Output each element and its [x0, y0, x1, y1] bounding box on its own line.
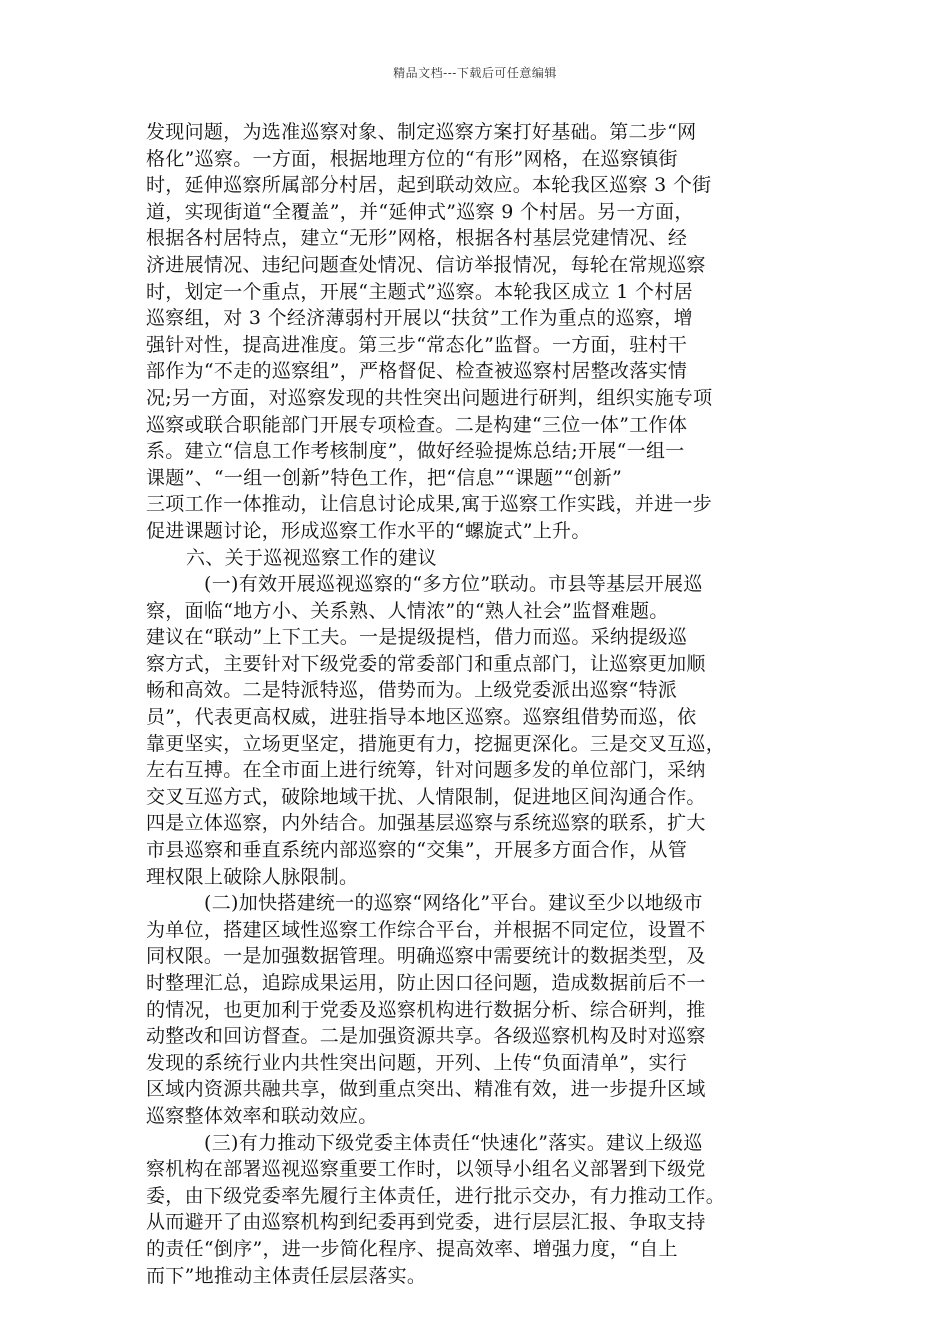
- section-heading-text: 六、关于巡视巡察工作的建议: [186, 546, 437, 569]
- text-line: 课题”、“一组一创新”特色工作，把“信息”“课题”“创新”: [146, 466, 623, 489]
- text-line: (二)加快搭建统一的巡察“网络化”平台。建议至少以地级市: [204, 892, 703, 915]
- text-line: 发现问题，为选准巡察对象、制定巡察方案打好基础。第二步“网: [146, 121, 697, 143]
- text-line: 强针对性，提高进准度。第三步“常态化”监督。一方面，驻村干: [146, 333, 688, 356]
- paragraph-recommendation-1: [146, 571, 810, 890]
- text-line: 交叉互巡方式，破除地域干扰、人情限制，促进地区间沟通合作。: [146, 785, 706, 808]
- text-line: 区域内资源共融共享，做到重点突出、精准有效，进一步提升区域: [146, 1078, 706, 1101]
- text-line: 为单位，搭建区域性巡察工作综合平台，并根据不同定位，设置不: [146, 918, 706, 941]
- text-line: 系。建立“信息工作考核制度”，做好经验提炼总结;开展“一组一: [146, 440, 685, 463]
- text-line: 三项工作一体推动，让信息讨论成果,寓于巡察工作实践，并进一步: [146, 493, 713, 516]
- text-line: 格化”巡察。一方面，根据地理方位的“有形”网格，在巡察镇街: [146, 147, 678, 170]
- paragraph-recommendation-3: [146, 1130, 810, 1290]
- text-line: 的责任“倒序”，进一步简化程序、提高效率、增强力度，“自上: [146, 1237, 678, 1260]
- text-line: 市县巡察和垂直系统内部巡察的“交集”，开展多方面合作，从管: [146, 839, 688, 862]
- text-line: 动整改和回访督查。二是加强资源共享。各级巡察机构及时对巡察: [146, 1025, 706, 1048]
- text-line: 从而避开了由巡察机构到纪委再到党委，进行层层汇报、争取支持: [146, 1211, 706, 1234]
- text-line: 部作为“不走的巡察组”，严格督促、检查被巡察村居整改落实情: [146, 360, 688, 383]
- text-line: 察方式，主要针对下级党委的常委部门和重点部门，让巡察更加顺: [146, 652, 706, 675]
- text-line: 左右互搏。在全市面上进行统筹，针对问题多发的单位部门，采纳: [146, 759, 706, 782]
- text-line: 察，面临“地方小、关系熟、人情浓”的“熟人社会”监督难题。: [146, 599, 669, 622]
- page-header: 精品文档---下载后可任意编辑: [393, 66, 557, 80]
- text-line: 巡察组，对 3 个经济薄弱村开展以“扶贫”工作为重点的巡察，增: [146, 307, 693, 330]
- text-line: 时整理汇总，追踪成果运用，防止因口径问题，造成数据前后不一: [146, 972, 706, 994]
- text-line: 理权限上破除人脉限制。: [146, 865, 359, 888]
- text-line: 发现的系统行业内共性突出问题，开列、上传“负面清单”，实行: [146, 1051, 688, 1074]
- paragraph-recommendation-2: [146, 890, 810, 1129]
- paragraph-continuation: [146, 119, 810, 545]
- section-heading: [146, 545, 810, 572]
- text-line: 时，划定一个重点，开展“主题式”巡察。本轮我区成立 1 个村居: [146, 280, 693, 303]
- document-body: [146, 119, 810, 1289]
- text-line: 巡察或联合职能部门开展专项检查。二是构建“三位一体”工作体: [146, 413, 688, 436]
- text-line: 建议在“联动”上下工夫。一是提级提档，借力而巡。采纳提级巡: [146, 626, 688, 649]
- text-line: 巡察整体效率和联动效应。: [146, 1104, 378, 1127]
- text-line: 促进课题讨论，形成巡察工作水平的“螺旋式”上升。: [146, 519, 591, 542]
- text-line: 况;另一方面，对巡察发现的共性突出问题进行研判，组织实施专项: [146, 386, 713, 409]
- text-line: 时，延伸巡察所属部分村居，起到联动效应。本轮我区巡察 3 个街: [146, 174, 712, 197]
- text-line: 畅和高效。二是特派特巡，借势而为。上级党委派出巡察“特派: [146, 679, 678, 702]
- text-line: 员”，代表更高权威，进驻指导本地区巡察。巡察组借势而巡，依: [146, 706, 697, 729]
- text-line: 靠更坚实，立场更坚定，措施更有力，挖掘更深化。三是交叉互巡，: [146, 732, 726, 755]
- text-line: 四是立体巡察，内外结合。加强基层巡察与系统巡察的联系，扩大: [146, 812, 706, 835]
- text-line: 根据各村居特点，建立“无形”网格，根据各村基层党建情况、经: [146, 227, 688, 250]
- text-line: 的情况，也更加利于党委及巡察机构进行数据分析、综合研判，推: [146, 998, 706, 1021]
- text-line: 而下”地推动主体责任层层落实。: [146, 1264, 427, 1287]
- text-line: 济进展情况、违纪问题查处情况、信访举报情况，每轮在常规巡察: [146, 253, 706, 276]
- text-line: 察机构在部署巡视巡察重要工作时，以领导小组名义部署到下级党: [146, 1158, 706, 1181]
- text-line: (三)有力推动下级党委主体责任“快速化”落实。建议上级巡: [204, 1131, 703, 1154]
- text-line: 道，实现街道“全覆盖”，并“延伸式”巡察 9 个村居。另一方面，: [146, 200, 694, 223]
- text-line: 同权限。一是加强数据管理。明确巡察中需要统计的数据类型，及: [146, 945, 706, 968]
- text-line: 委，由下级党委率先履行主体责任，进行批示交办，有力推动工作。: [146, 1184, 726, 1207]
- text-line: (一)有效开展巡视巡察的“多方位”联动。市县等基层开展巡: [204, 573, 703, 596]
